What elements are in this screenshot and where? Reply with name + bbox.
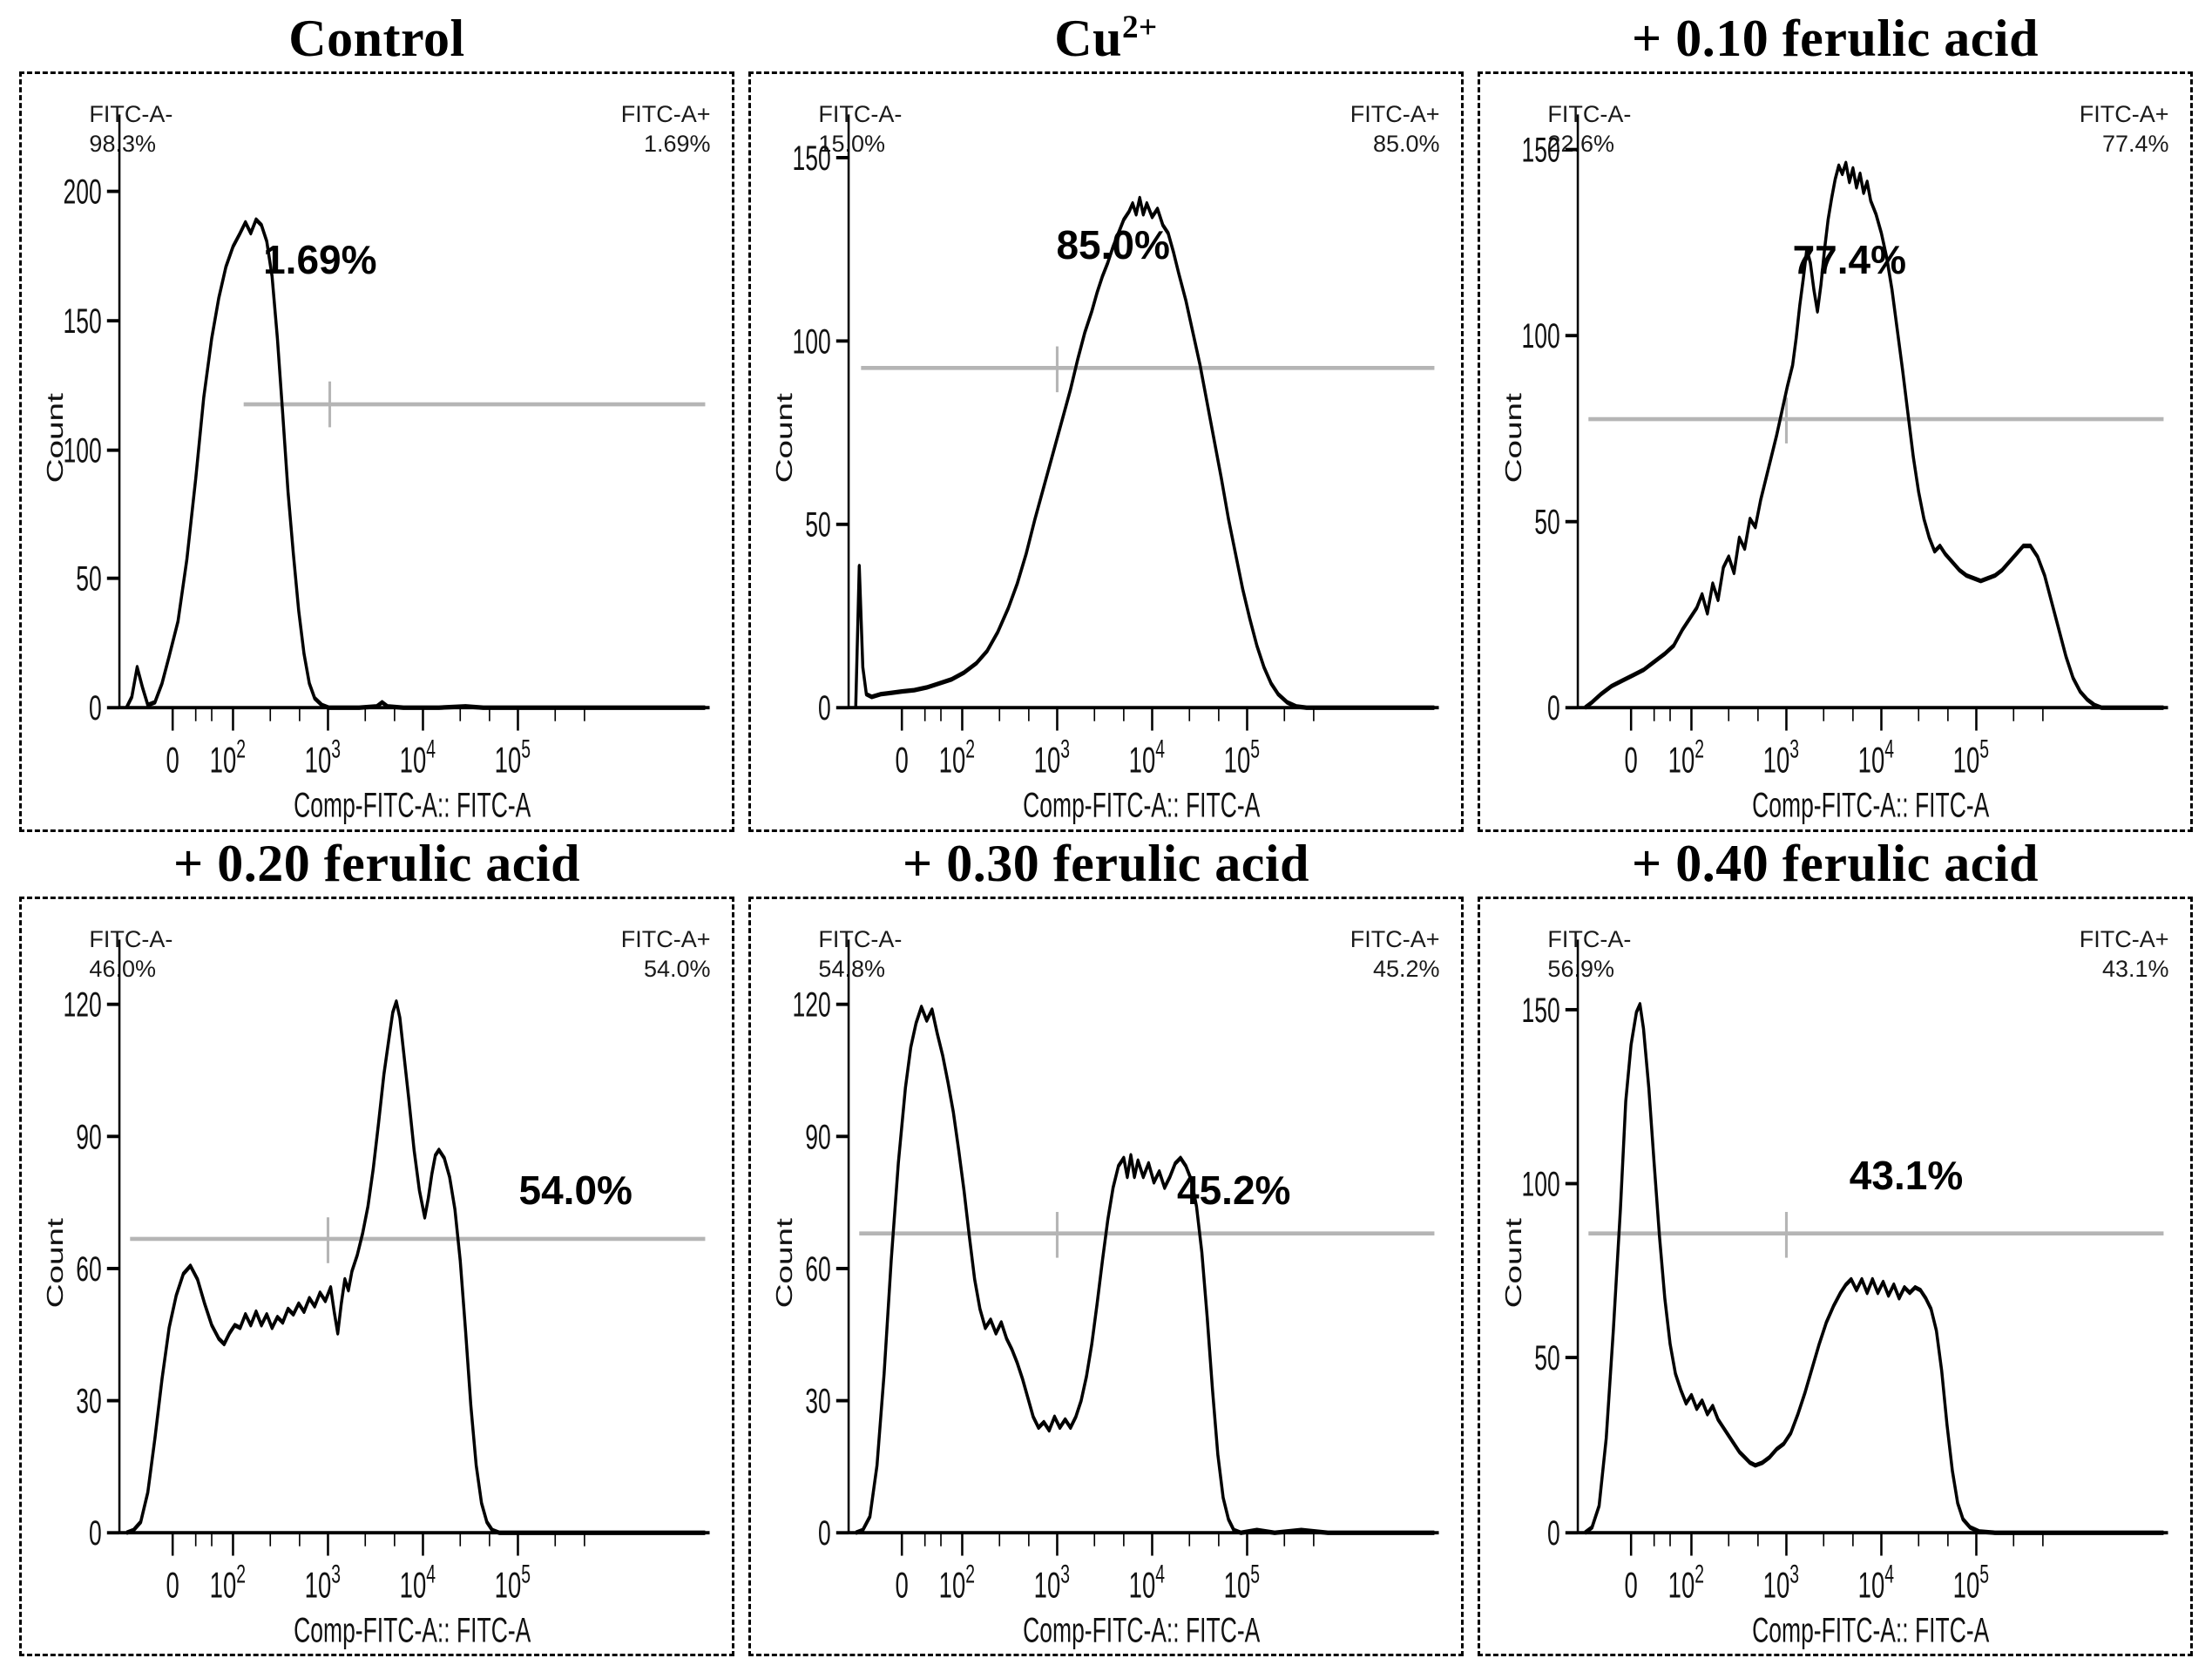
svg-text:150: 150: [1521, 131, 1560, 171]
positive-percent-annotation: 1.69%: [263, 237, 377, 283]
svg-text:150: 150: [63, 301, 102, 342]
svg-text:Count: Count: [1500, 1217, 1526, 1308]
svg-text:104: $10^4$: [1128, 734, 1166, 781]
gate-label-negative: FITC-A- 98.3%: [89, 101, 173, 158]
svg-text:50: 50: [1534, 503, 1560, 543]
svg-text:104: $10^4$: [1128, 1560, 1166, 1606]
panel-title: + 0.40 ferulic acid: [1632, 834, 2039, 892]
svg-text:30: 30: [76, 1381, 102, 1421]
positive-percent-annotation: 85.0%: [1056, 221, 1170, 267]
svg-text:0: 0: [1624, 740, 1638, 781]
svg-text:104: $10^4$: [1857, 1560, 1895, 1606]
svg-text:104: $10^4$: [399, 734, 436, 781]
svg-text:103: $10^3$: [304, 734, 342, 781]
svg-text:103: $10^3$: [1762, 1560, 1800, 1606]
svg-text:0: 0: [166, 1565, 179, 1606]
gate-label-negative: FITC-A- 46.0%: [89, 925, 173, 982]
gate-label-negative: FITC-A- 56.9%: [1547, 925, 1632, 982]
positive-percent-annotation: 43.1%: [1849, 1152, 1964, 1198]
svg-text:105: $10^5$: [494, 734, 531, 781]
svg-text:102: $10^2$: [1667, 1560, 1705, 1606]
svg-text:102: $10^2$: [1667, 734, 1705, 781]
svg-text:102: $10^2$: [209, 1560, 247, 1606]
svg-text:50: 50: [1534, 1338, 1560, 1377]
gate-label-positive: FITC-A+ 54.0%: [620, 925, 711, 982]
svg-text:102: $10^2$: [209, 734, 247, 781]
plot-box: [19, 71, 734, 832]
svg-text:0: 0: [817, 1513, 831, 1553]
svg-text:100: 100: [792, 321, 831, 362]
panel-title: + 0.20 ferulic acid: [173, 834, 580, 892]
svg-text:Comp-FITC-A:: FITC-A: Comp-FITC-A:: FITC-A: [1023, 786, 1261, 826]
panel-title: $Cu^{2+}$: [1054, 10, 1158, 67]
panel-ferulic-030: [741, 832, 1471, 1657]
histogram-svg: [751, 899, 1461, 1655]
histogram-svg: [1480, 899, 2190, 1655]
svg-text:105: $10^5$: [1223, 734, 1261, 781]
gate-label-positive: FITC-A+ 85.0%: [1350, 101, 1440, 158]
svg-text:90: 90: [76, 1117, 102, 1157]
panel-control: [12, 7, 741, 832]
svg-text:150: 150: [1521, 990, 1560, 1030]
svg-text:104: $10^4$: [399, 1560, 436, 1606]
svg-text:Comp-FITC-A:: FITC-A: Comp-FITC-A:: FITC-A: [1752, 1610, 1990, 1650]
gate-label-positive: FITC-A+ 77.4%: [2079, 101, 2169, 158]
svg-text:103: $10^3$: [1762, 734, 1800, 781]
svg-text:Comp-FITC-A:: FITC-A: Comp-FITC-A:: FITC-A: [294, 786, 531, 826]
svg-text:100: 100: [63, 431, 102, 471]
svg-text:103: $10^3$: [1033, 1560, 1071, 1606]
histogram-svg: [751, 74, 1461, 829]
panel-ferulic-020: [12, 832, 741, 1657]
svg-text:105: $10^5$: [1952, 734, 1990, 781]
svg-text:0: 0: [817, 688, 831, 728]
svg-text:Count: Count: [771, 393, 797, 484]
panel-ferulic-040: [1471, 832, 2200, 1657]
svg-text:120: 120: [792, 985, 831, 1025]
gate-label-positive: FITC-A+ 45.2%: [1350, 925, 1440, 982]
svg-text:60: 60: [805, 1249, 831, 1289]
panel-title: + 0.10 ferulic acid: [1632, 10, 2039, 67]
svg-text:150: 150: [792, 139, 831, 179]
svg-text:102: $10^2$: [938, 1560, 976, 1606]
svg-text:Count: Count: [42, 393, 68, 484]
svg-text:0: 0: [88, 1513, 102, 1553]
panel-title: Control: [288, 10, 465, 67]
svg-text:104: $10^4$: [1857, 734, 1895, 781]
svg-text:Comp-FITC-A:: FITC-A: Comp-FITC-A:: FITC-A: [1023, 1610, 1261, 1650]
histogram-svg: [22, 899, 732, 1655]
positive-percent-annotation: 54.0%: [518, 1168, 632, 1214]
gate-label-negative: FITC-A- 15.0%: [818, 101, 903, 158]
positive-percent-annotation: 77.4%: [1792, 237, 1907, 283]
svg-text:50: 50: [76, 559, 102, 599]
svg-text:50: 50: [805, 505, 831, 545]
svg-text:Comp-FITC-A:: FITC-A: Comp-FITC-A:: FITC-A: [294, 1610, 531, 1650]
svg-text:102: $10^2$: [938, 734, 976, 781]
svg-text:0: 0: [1624, 1565, 1638, 1606]
svg-text:90: 90: [805, 1117, 831, 1157]
svg-text:60: 60: [76, 1249, 102, 1289]
svg-text:100: 100: [1521, 316, 1560, 356]
gate-label-negative: FITC-A- 22.6%: [1547, 101, 1632, 158]
svg-text:Count: Count: [771, 1217, 797, 1308]
svg-text:0: 0: [1546, 1513, 1560, 1553]
plot-box: [748, 71, 1464, 832]
plot-box: [1478, 71, 2193, 832]
svg-text:103: $10^3$: [1033, 734, 1071, 781]
histogram-svg: [22, 74, 732, 829]
svg-text:0: 0: [1546, 688, 1560, 728]
svg-text:0: 0: [166, 740, 179, 781]
positive-percent-annotation: 45.2%: [1177, 1168, 1291, 1214]
svg-text:0: 0: [895, 1565, 909, 1606]
svg-text:0: 0: [88, 688, 102, 728]
svg-text:100: 100: [1521, 1164, 1560, 1204]
gate-label-positive: FITC-A+ 1.69%: [620, 101, 711, 158]
svg-text:Comp-FITC-A:: FITC-A: Comp-FITC-A:: FITC-A: [1752, 786, 1990, 826]
svg-text:Count: Count: [1500, 393, 1526, 484]
panel-title: + 0.30 ferulic acid: [903, 834, 1309, 892]
svg-text:105: $10^5$: [1952, 1560, 1990, 1606]
svg-text:103: $10^3$: [304, 1560, 342, 1606]
gate-label-negative: FITC-A- 54.8%: [818, 925, 903, 982]
svg-text:0: 0: [895, 740, 909, 781]
plot-box: [1478, 897, 2193, 1657]
gate-label-positive: FITC-A+ 43.1%: [2079, 925, 2169, 982]
panel-cu2plus: [741, 7, 1471, 832]
histogram-svg: [1480, 74, 2190, 829]
svg-text:105: $10^5$: [1223, 1560, 1261, 1606]
svg-text:120: 120: [63, 985, 102, 1025]
svg-text:Count: Count: [42, 1217, 68, 1308]
svg-text:105: $10^5$: [494, 1560, 531, 1606]
panel-ferulic-010: [1471, 7, 2200, 832]
plot-box: [19, 897, 734, 1657]
svg-text:30: 30: [805, 1381, 831, 1421]
plot-box: [748, 897, 1464, 1657]
svg-text:200: 200: [63, 173, 102, 212]
